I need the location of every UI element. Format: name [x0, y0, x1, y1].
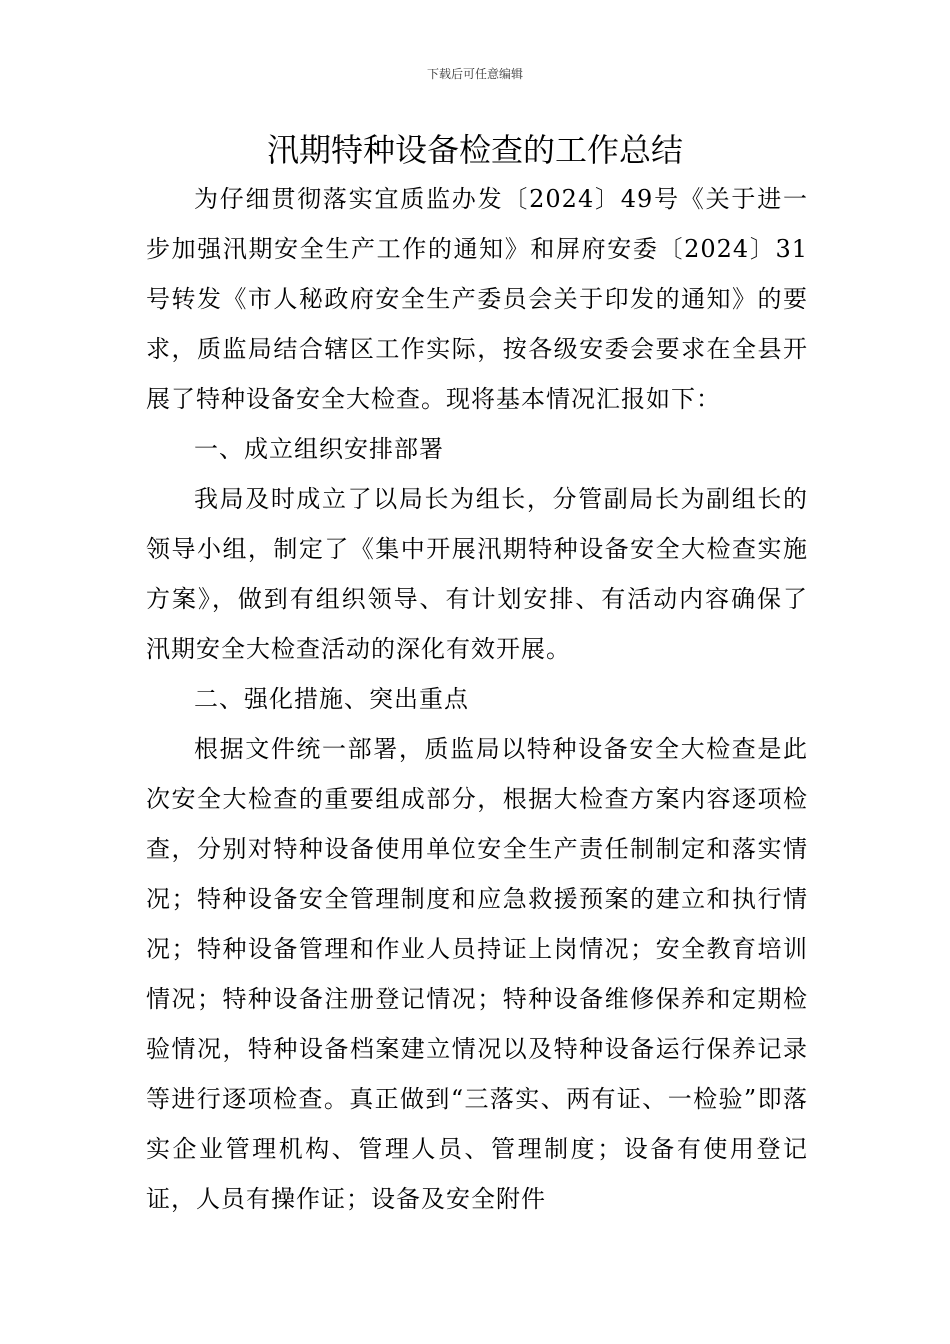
document-title: 汛期特种设备检查的工作总结	[266, 131, 683, 169]
paragraph-intro: 为仔细贯彻落实宜质监办发〔2024〕49号《关于进一步加强汛期安全生产工作的通知》和屏府安委〔2024〕31号转发《市人秘政府安全生产委员会关于印发的通知》的要求，质监局结合辖区工作实际，按各级安委会要求在全县开展了特种设备安全大检查。现将基本情况汇报如下：	[146, 185, 808, 413]
header-note: 下载后可任意编辑	[426, 67, 523, 81]
section-heading-1: 一、成立组织安排部署	[194, 435, 444, 463]
paragraph-section-2: 根据文件统一部署，质监局以特种设备安全大检查是此次安全大检查的重要组成部分，根据大检查方案内容逐项检查，分别对特种设备使用单位安全生产责任制制定和落实情况；特种设备安全管理制度和应急救援预案的建立和执行情况；特种设备管理和作业人员持证上岗情况；安全教育培训情况；特种设备注册登记情况；特种设备维修保养和定期检验情况，特种设备档案建立情况以及特种设备运行保养记录等进行逐项检查。真正做到“三落实、两有证、一检验”即落实企业管理机构、管理人员、管理制度；设备有使用登记证，人员有操作证；设备及安全附件	[146, 735, 808, 1213]
paragraph-section-1: 我局及时成立了以局长为组长，分管副局长为副组长的领导小组，制定了《集中开展汛期特种设备安全大检查实施方案》，做到有组织领导、有计划安排、有活动内容确保了汛期安全大检查活动的深化有效开展。	[146, 485, 808, 663]
document-body	[146, 174, 808, 1224]
section-heading-2: 二、强化措施、突出重点	[194, 685, 469, 713]
